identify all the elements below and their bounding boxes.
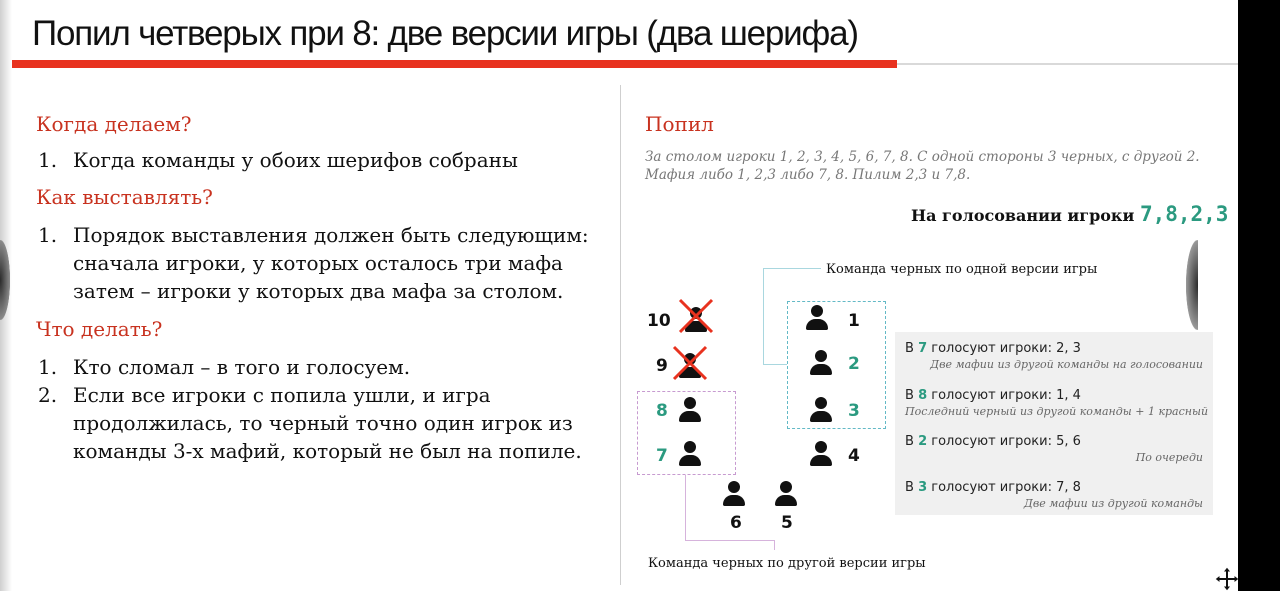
- title-underline: [897, 63, 1240, 65]
- list-text-line: Порядок выставления должен быть следующим:: [73, 223, 589, 247]
- left-edge-tab: [0, 240, 10, 320]
- player-number: 4: [848, 446, 860, 466]
- list-text-line: затем – игроки у которых два мафа за столом.: [73, 279, 564, 303]
- cross-mark-icon: [676, 296, 716, 336]
- how-list: [38, 221, 589, 305]
- player-number: 2: [848, 354, 860, 374]
- vote-note: Две мафии из другой команды на голосовании: [930, 358, 1203, 371]
- vote-label: На голосовании игроки: [911, 206, 1135, 225]
- vote-players: 7,8,2,3: [1139, 202, 1229, 226]
- vote-row: В 7 голосуют игроки: 2, 3 Две мафии из другой команды на голосовании: [905, 341, 1203, 371]
- list-number: 1.: [38, 355, 58, 379]
- team-one-connector: [763, 268, 764, 365]
- person-icon: [808, 350, 834, 376]
- person-icon: [773, 481, 799, 507]
- team-two-label: Команда черных по другой версии игры: [648, 556, 926, 571]
- scenario-description: [645, 148, 1200, 184]
- vote-row: В 8 голосуют игроки: 1, 4 Последний черный из другой команды + 1 красный: [905, 388, 1209, 418]
- column-divider: [620, 85, 621, 585]
- list-number: 1.: [38, 148, 58, 172]
- team-two-connector: [774, 540, 775, 550]
- description-line: Мафия либо 1, 2,3 либо 7, 8. Пилим 2,3 и 7,8.: [645, 167, 971, 183]
- vote-target: 3: [918, 480, 928, 495]
- player-number: 6: [730, 513, 742, 533]
- team-one-box: [787, 301, 886, 429]
- list-text: Кто сломал – в того и голосуем.: [73, 355, 411, 379]
- list-item: [38, 146, 518, 174]
- player-number: 8: [656, 401, 668, 421]
- list-text-line: сначала игроки, у которых осталось три мафа: [73, 251, 563, 275]
- list-text-line: команды 3-х мафий, который не был на попиле.: [73, 439, 582, 463]
- vote-note: По очереди: [1135, 451, 1203, 464]
- right-black-border: [1238, 0, 1280, 591]
- vote-target: 7: [918, 341, 928, 356]
- when-heading: Когда делаем?: [36, 112, 192, 136]
- cross-mark-icon: [670, 343, 710, 383]
- person-icon: [808, 397, 834, 423]
- list-number: 1.: [38, 223, 58, 247]
- vote-row: В 3 голосуют игроки: 7, 8 Две мафии из другой команды: [905, 480, 1203, 510]
- player-number: 10: [647, 311, 671, 331]
- right-edge-tab: [1186, 240, 1198, 330]
- what-heading: Что делать?: [36, 317, 163, 341]
- person-icon: [808, 441, 834, 467]
- list-text-line: Если все игроки с попила ушли, и игра: [73, 383, 491, 407]
- vote-note: Последний черный из другой команды + 1 красный: [905, 405, 1209, 418]
- team-one-connector: [763, 364, 787, 365]
- team-one-label: Команда черных по одной версии игры: [826, 262, 1098, 277]
- what-list: [38, 353, 582, 465]
- person-icon: [804, 305, 830, 331]
- slide-title: Попил четверых при 8: две версии игры (два шерифа): [32, 14, 858, 53]
- player-number: 5: [781, 513, 793, 533]
- list-text: Когда команды у обоих шерифов собраны: [73, 148, 518, 172]
- vote-target: 8: [918, 388, 928, 403]
- list-item: [38, 353, 582, 381]
- when-list: [38, 146, 518, 174]
- how-heading: Как выставлять?: [36, 185, 213, 209]
- team-two-connector: [685, 475, 686, 541]
- person-icon: [721, 481, 747, 507]
- vote-row: В 2 голосуют игроки: 5, 6 По очереди: [905, 434, 1203, 464]
- list-number: 2.: [38, 383, 58, 407]
- person-icon: [677, 441, 703, 467]
- list-text-line: продолжилась, то черный точно один игрок из: [73, 411, 573, 435]
- title-accent-bar: [0, 60, 897, 68]
- description-line: За столом игроки 1, 2, 3, 4, 5, 6, 7, 8. С одной стороны 3 черных, с другой 2.: [645, 149, 1200, 165]
- voting-info-panel: [895, 332, 1213, 515]
- team-one-connector: [763, 268, 821, 269]
- popil-heading: Попил: [645, 112, 714, 136]
- move-icon[interactable]: [1214, 566, 1240, 591]
- vote-summary: [911, 202, 1228, 226]
- list-item: [38, 381, 582, 465]
- player-number: 7: [656, 446, 668, 466]
- list-item: [38, 221, 589, 305]
- player-number: 3: [848, 401, 860, 421]
- team-two-connector: [685, 540, 774, 541]
- player-number: 9: [656, 356, 668, 376]
- person-icon: [677, 397, 703, 423]
- player-number: 1: [848, 311, 860, 331]
- vote-target: 2: [918, 434, 928, 449]
- vote-note: Две мафии из другой команды: [1023, 497, 1203, 510]
